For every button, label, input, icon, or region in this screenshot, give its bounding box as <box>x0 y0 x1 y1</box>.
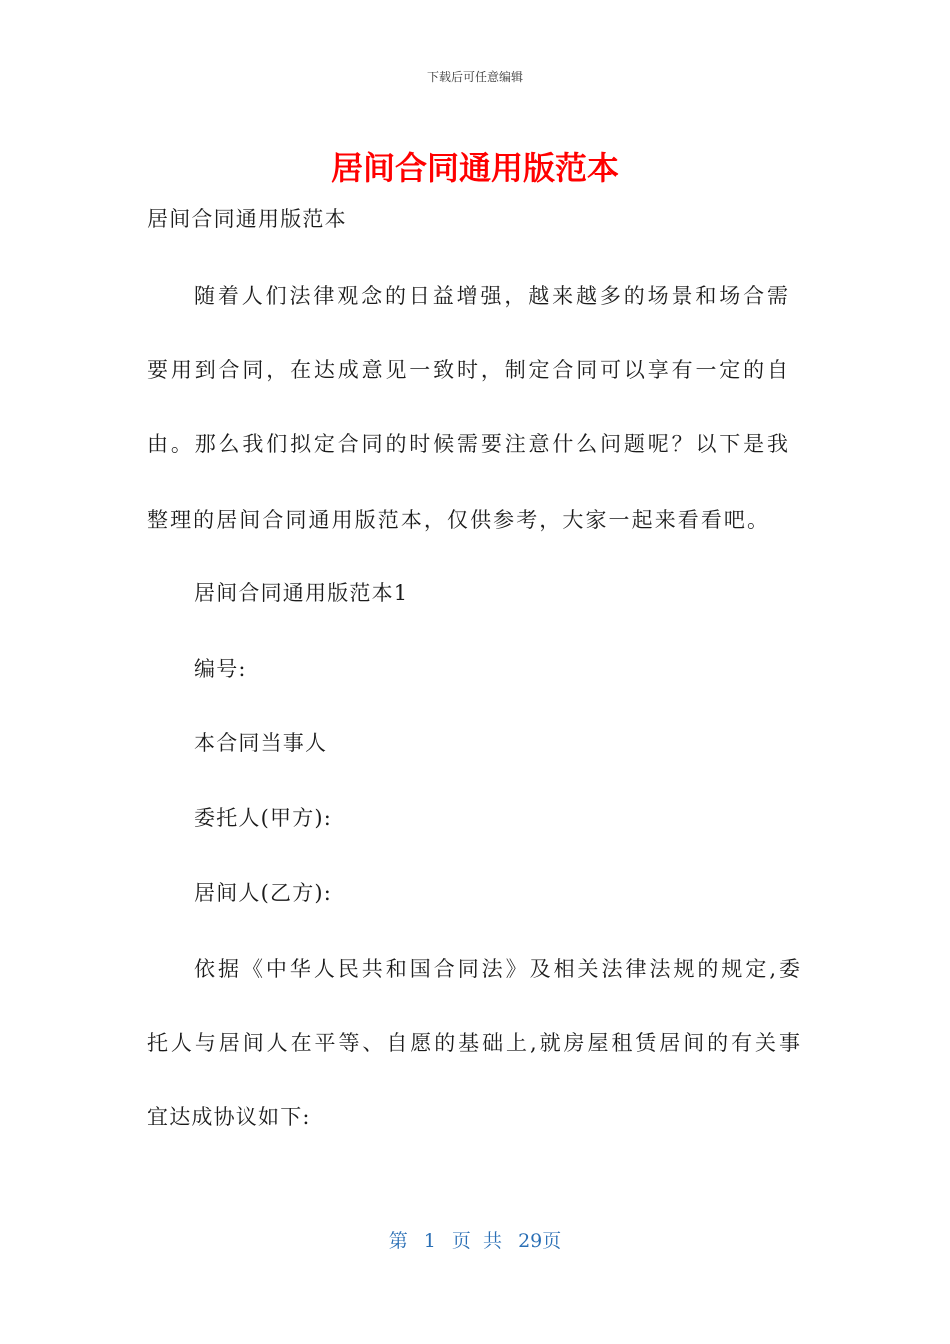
footer-total-pages: 29 <box>518 1230 543 1252</box>
party-b-label: 居间人(乙方): <box>194 881 333 905</box>
section-title: 居间合同通用版范本1 <box>194 581 409 605</box>
party-a-label: 委托人(甲方): <box>194 806 333 830</box>
basis-line-3: 宜达成协议如下: <box>147 1105 311 1129</box>
intro-line-4: 整理的居间合同通用版范本，仅供参考，大家一起来看看吧。 <box>147 508 768 532</box>
page-footer <box>0 1226 950 1253</box>
document-subtitle: 居间合同通用版范本 <box>147 207 347 231</box>
parties-label: 本合同当事人 <box>194 731 328 755</box>
basis-line-1: 依据《中华人民共和国合同法》及相关法律法规的规定,委 <box>194 957 800 981</box>
basis-line-2: 托人与居间人在平等、自愿的基础上,就房屋租赁居间的有关事 <box>147 1031 800 1055</box>
number-label: 编号: <box>194 657 247 681</box>
header-note: 下载后可任意编辑 <box>426 70 523 84</box>
document-title: 居间合同通用版范本 <box>330 149 619 187</box>
footer-current-page: 1 <box>423 1230 436 1252</box>
footer-prefix: 第 <box>388 1230 408 1252</box>
intro-line-2: 要用到合同，在达成意见一致时，制定合同可以享有一定的自 <box>147 358 788 382</box>
footer-middle: 页 共 <box>451 1230 503 1252</box>
footer-suffix: 页 <box>542 1230 562 1252</box>
intro-line-1: 随着人们法律观念的日益增强，越来越多的场景和场合需 <box>194 284 788 308</box>
intro-line-3: 由。那么我们拟定合同的时候需要注意什么问题呢？以下是我 <box>147 432 788 456</box>
